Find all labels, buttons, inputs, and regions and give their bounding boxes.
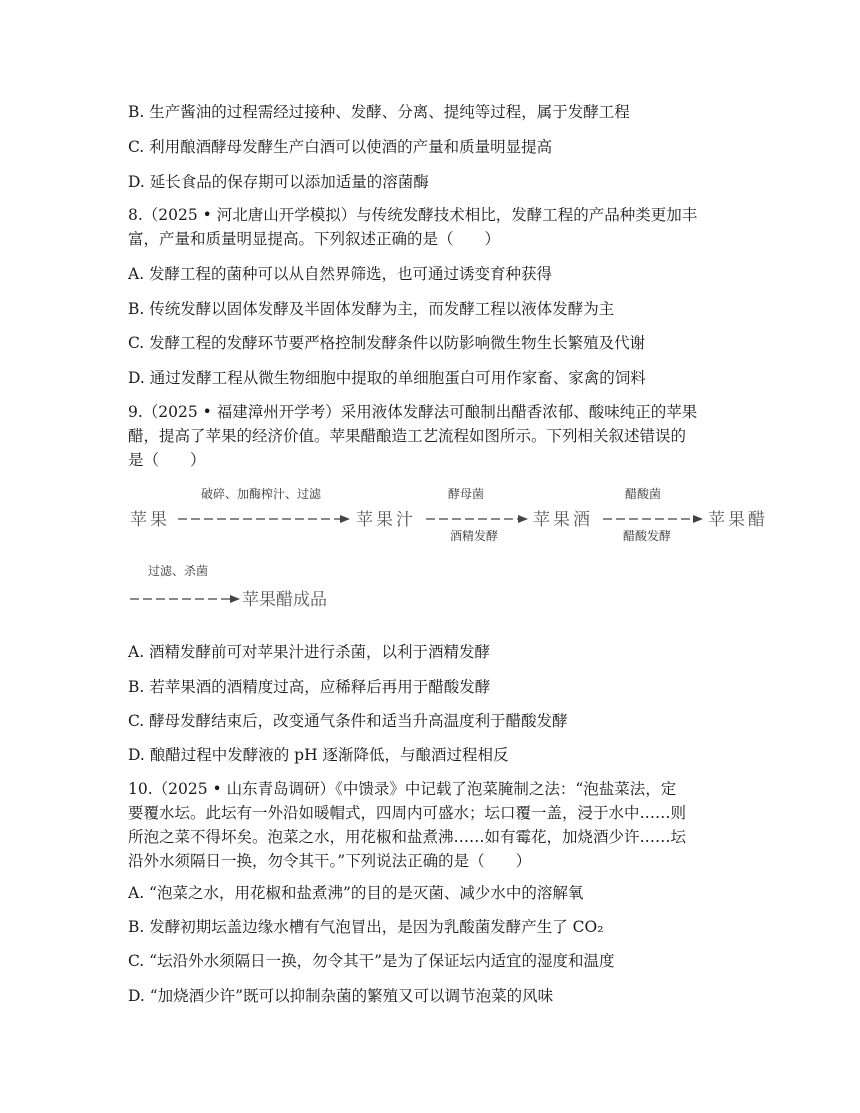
flow-node-apple: 苹果 [130, 510, 170, 530]
option-c: C. “坛沿外水须隔日一换，勿令其干”是为了保证坛内适宜的湿度和温度 [128, 952, 615, 970]
option-c: C. 发酵工程的发酵环节要严格控制发酵条件以防影响微生物生长繁殖及代谢 [128, 334, 646, 352]
option-d: D. 通过发酵工程从微生物细胞中提取的单细胞蛋白可用作家畜、家禽的饲料 [128, 369, 646, 387]
option-b: B. 生产酱油的过程需经过接种、发酵、分离、提纯等过程，属于发酵工程 [128, 103, 630, 121]
stem-line: 10.（2025 • 山东青岛调研）《中馈录》中记载了泡菜腌制之法：“泡盐菜法，定 [128, 780, 677, 798]
stem-line: 是（ ） [128, 451, 206, 469]
option-b: B. 发酵初期坛盖边缘水槽有气泡冒出，是因为乳酸菌发酵产生了 CO₂ [128, 918, 604, 936]
flow-node-final-product: 苹果醋成品 [242, 590, 327, 610]
question-10-stem [128, 777, 738, 873]
process-flow-diagram [128, 480, 778, 620]
stem-line: 醋，提高了苹果的经济价值。苹果醋酿造工艺流程如图所示。下列相关叙述错误的 [128, 427, 687, 445]
flow-step-label: 酵母菌 [448, 487, 485, 501]
option-d: D. “加烧酒少许”既可以抑制杂菌的繁殖又可以调节泡菜的风味 [128, 987, 554, 1005]
question-9-stem [128, 400, 738, 472]
flow-step-label: 过滤、杀菌 [148, 564, 209, 578]
option-d: D. 酿醋过程中发酵液的 pH 逐渐降低，与酿酒过程相反 [128, 746, 509, 764]
arrow-head-icon [693, 515, 703, 523]
arrow-head-icon [518, 515, 528, 523]
arrow-head-icon [340, 515, 350, 523]
stem-line: 所泡之菜不得坏矣。泡菜之水，用花椒和盐煮沸……如有霉花，加烧酒少许……坛 [128, 828, 687, 846]
option-a: A. 发酵工程的菌种可以从自然界筛选，也可通过诱变育种获得 [128, 265, 553, 283]
question-8-stem [128, 203, 738, 251]
stem-line: 富，产量和质量明显提高。下列叙述正确的是（ ） [128, 230, 501, 248]
stem-line: 要覆水坛。此坛有一外沿如暖帽式，四周内可盛水；坛口覆一盖，浸于水中……则 [128, 804, 687, 822]
option-b: B. 传统发酵以固体发酵及半固体发酵为主，而发酵工程以液体发酵为主 [128, 300, 615, 318]
flow-step-label: 醋酸菌 [625, 487, 662, 501]
flow-node-apple-juice: 苹果汁 [356, 510, 416, 530]
flow-step-label: 酒精发酵 [450, 529, 499, 543]
flow-step-label: 醋酸发酵 [623, 529, 672, 543]
option-c: C. 酵母发酵结束后，改变通气条件和适当升高温度利于醋酸发酵 [128, 712, 568, 730]
option-d: D. 延长食品的保存期可以添加适量的溶菌酶 [128, 173, 429, 191]
option-c: C. 利用酿酒酵母发酵生产白酒可以使酒的产量和质量明显提高 [128, 138, 553, 156]
stem-line: 沿外水须隔日一换，勿令其干。”下列说法正确的是（ ） [128, 852, 532, 870]
option-a: A. “泡菜之水，用花椒和盐煮沸”的目的是灭菌、减少水中的溶解氧 [128, 884, 584, 902]
option-b: B. 若苹果酒的酒精度过高，应稀释后再用于醋酸发酵 [128, 678, 491, 696]
flow-node-apple-vinegar: 苹果醋 [708, 510, 768, 530]
flow-step-label: 破碎、加酶榨汁、过滤 [201, 487, 322, 501]
flow-node-apple-wine: 苹果酒 [533, 510, 593, 530]
stem-line: 9.（2025 • 福建漳州开学考）采用液体发酵法可酿制出醋香浓郁、酸味纯正的苹果 [128, 403, 698, 421]
option-a: A. 酒精发酵前可对苹果汁进行杀菌，以利于酒精发酵 [128, 643, 491, 661]
stem-line: 8.（2025 • 河北唐山开学模拟）与传统发酵技术相比，发酵工程的产品种类更加丰 [128, 206, 698, 224]
arrow-head-icon [230, 595, 240, 603]
